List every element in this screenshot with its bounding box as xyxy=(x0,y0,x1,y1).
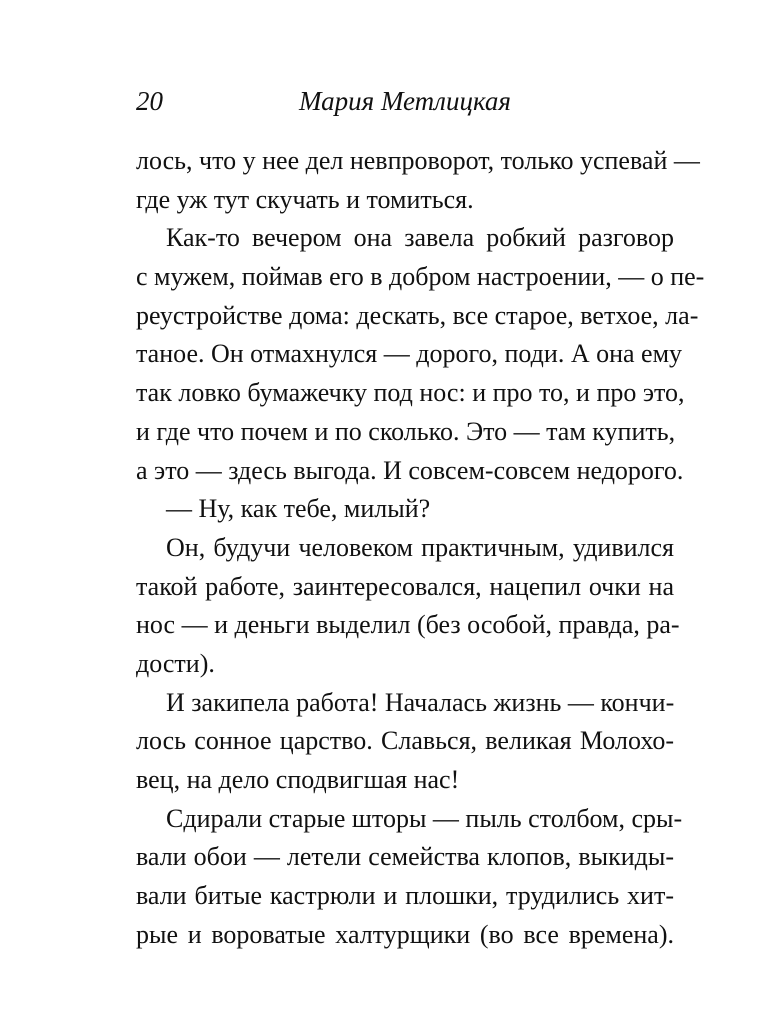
text-line: нос — и деньги выделил (без особой, правда, ра- xyxy=(136,610,680,640)
text-line: так ловко бумажечку под нос: и про то, и про это, xyxy=(136,378,685,408)
text-line: а это — здесь выгода. И совсем-совсем недорого. xyxy=(136,455,684,485)
text-line: вали обои — летели семейства клопов, выкиды- xyxy=(136,842,674,872)
text-line: и где что почем и по сколько. Это — там купить, xyxy=(136,416,676,446)
page-number: 20 xyxy=(136,86,163,116)
text-line: — Ну, как тебе, милый? xyxy=(166,494,431,524)
text-line: где уж тут скучать и томиться. xyxy=(136,184,474,214)
running-head-author: Мария Метлицкая xyxy=(299,86,511,116)
text-line: лось, что у нее дел невпроворот, только успевай — xyxy=(136,146,700,175)
text-line: вали битые кастрюли и плошки, трудились хит- xyxy=(136,881,674,911)
text-line: И закипела работа! Началась жизнь — кончи- xyxy=(166,687,675,717)
text-line: Он, будучи человеком практичным, удивился xyxy=(166,532,674,562)
text-line: лось сонное царство. Славься, великая Молохо- xyxy=(136,726,674,756)
text-line: вец, на дело сподвигшая нас! xyxy=(136,765,460,794)
text-line: дости). xyxy=(136,648,215,678)
text-line: такой работе, заинтересовался, нацепил очки на xyxy=(136,571,674,601)
text-line: с мужем, поймав его в добром настроении, — о пе- xyxy=(136,262,705,292)
running-head xyxy=(136,84,674,118)
text-line: таное. Он отмахнулся — дорого, поди. А она ему xyxy=(136,339,683,369)
text-line: рые и вороватые халтурщики (во все времена). xyxy=(136,919,674,949)
text-line: реустройстве дома: дескать, все старое, ветхое, ла- xyxy=(136,300,699,330)
text-line: Как-то вечером она завела робкий разговор xyxy=(166,223,674,253)
text-line: Сдирали старые шторы — пыль столбом, сры- xyxy=(166,803,683,833)
body-text xyxy=(136,142,705,954)
